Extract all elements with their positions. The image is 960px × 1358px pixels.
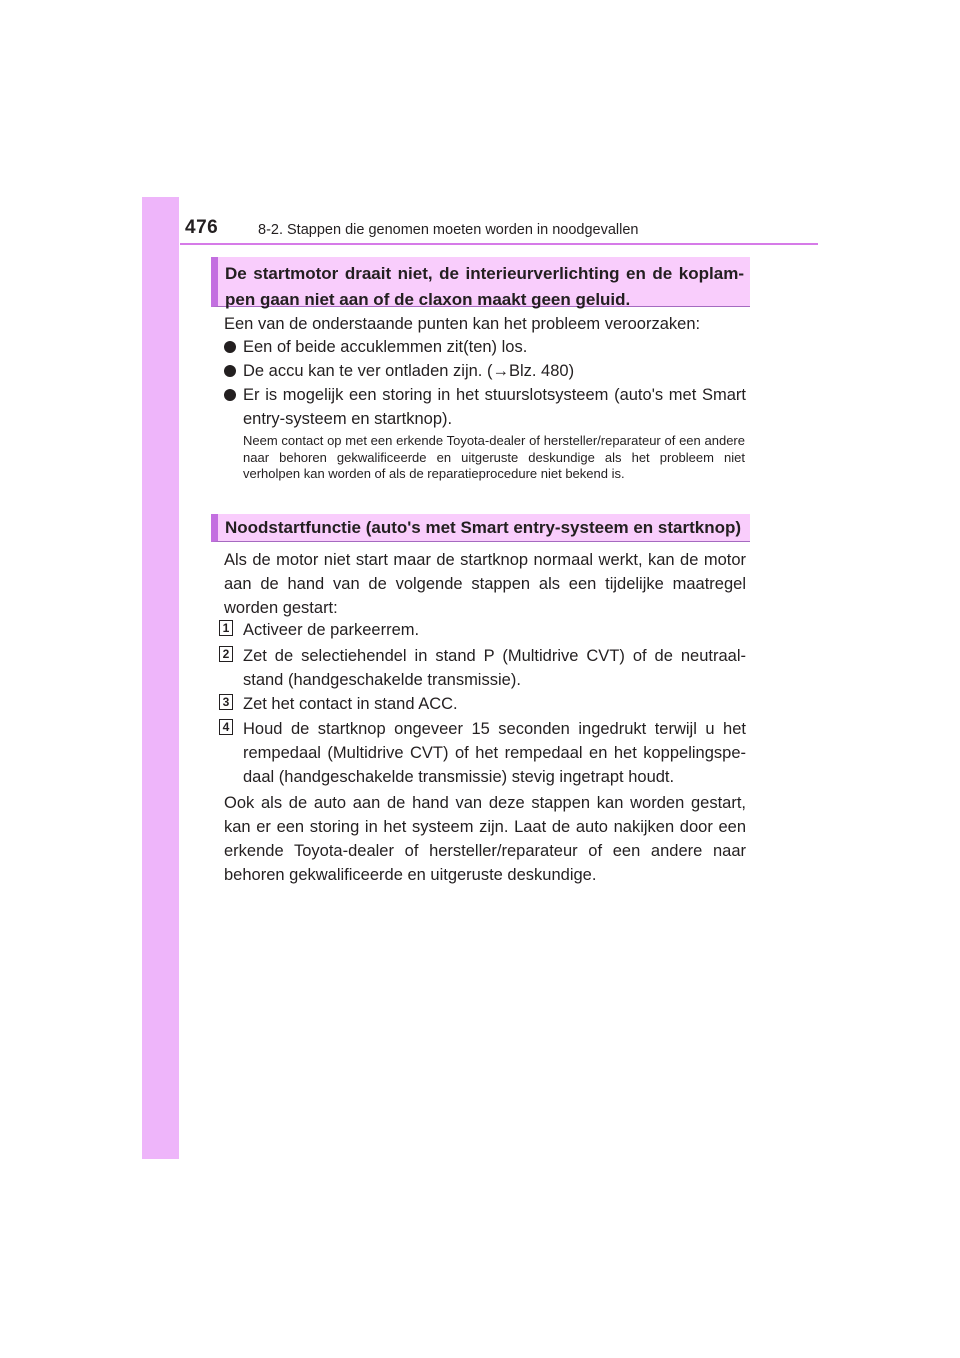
heading-emergency-start: Noodstartfunctie (auto's met Smart entry-systeem en startknop)	[211, 514, 750, 542]
section2-intro: Als de motor niet start maar de startknop normaal werkt, kan de motor aan de hand van de volgende stappen als een tijdelijke maatregel worden gestart:	[224, 551, 746, 617]
bullet-item: De accu kan te ver ontladen zijn. (→Blz. 480)	[243, 362, 575, 380]
step-number-badge: 1	[219, 620, 233, 636]
heading-line-2: pen gaan niet aan of de claxon maakt geen geluid.	[225, 290, 631, 309]
dealer-note: Neem contact op met een erkende Toyota-dealer of hersteller/reparateur of een andere naar behoren gekwalificeerde en uitgeruste deskundige als het probleem niet verholpen kan worden of als de reparatieprocedure niet bekend is.	[243, 433, 745, 481]
section-title: 8-2. Stappen die genomen moeten worden in noodgevallen	[258, 222, 639, 238]
step-text: Zet de selectiehendel in stand P (Multidrive CVT) of de neutraal-stand (handgeschakelde transmissie).	[243, 647, 746, 689]
section1-intro: Een van de onderstaande punten kan het probleem veroorzaken:	[224, 315, 701, 333]
chapter-side-band	[142, 197, 179, 1159]
step-text: Zet het contact in stand ACC.	[243, 695, 458, 713]
bullet-dot	[224, 365, 236, 377]
step-text: Activeer de parkeerrem.	[243, 621, 420, 639]
bullet-dot	[224, 389, 236, 401]
heading-starter-not-turning	[211, 257, 750, 307]
bullet-item: Een of beide accuklemmen zit(ten) los.	[243, 338, 528, 356]
bullet-item: Er is mogelijk een storing in het stuurslotsysteem (auto's met Smart entry-systeem en startknop).	[243, 386, 746, 428]
step-number-badge: 3	[219, 694, 233, 710]
step-text: Houd de startknop ongeveer 15 seconden ingedrukt terwijl u het rempedaal (Multidrive CVT) of het rempedaal en het koppelingspe-daal (handgeschakelde transmissie) stevig ingetrapt houdt.	[243, 720, 746, 786]
header-divider	[180, 243, 818, 245]
step-number-badge: 2	[219, 646, 233, 662]
page-number: 476	[185, 217, 219, 238]
section2-closing: Ook als de auto aan de hand van deze stappen kan worden gestart, kan er een storing in het systeem zijn. Laat de auto nakijken door een erkende Toyota-dealer of hersteller/reparateur of een andere naar behoren gekwalificeerde en uitgeruste deskundige.	[224, 794, 746, 884]
step-number-badge: 4	[219, 719, 233, 735]
bullet-dot	[224, 341, 236, 353]
heading-line-1: De startmotor draait niet, de interieurverlichting en de koplam-	[225, 264, 744, 283]
